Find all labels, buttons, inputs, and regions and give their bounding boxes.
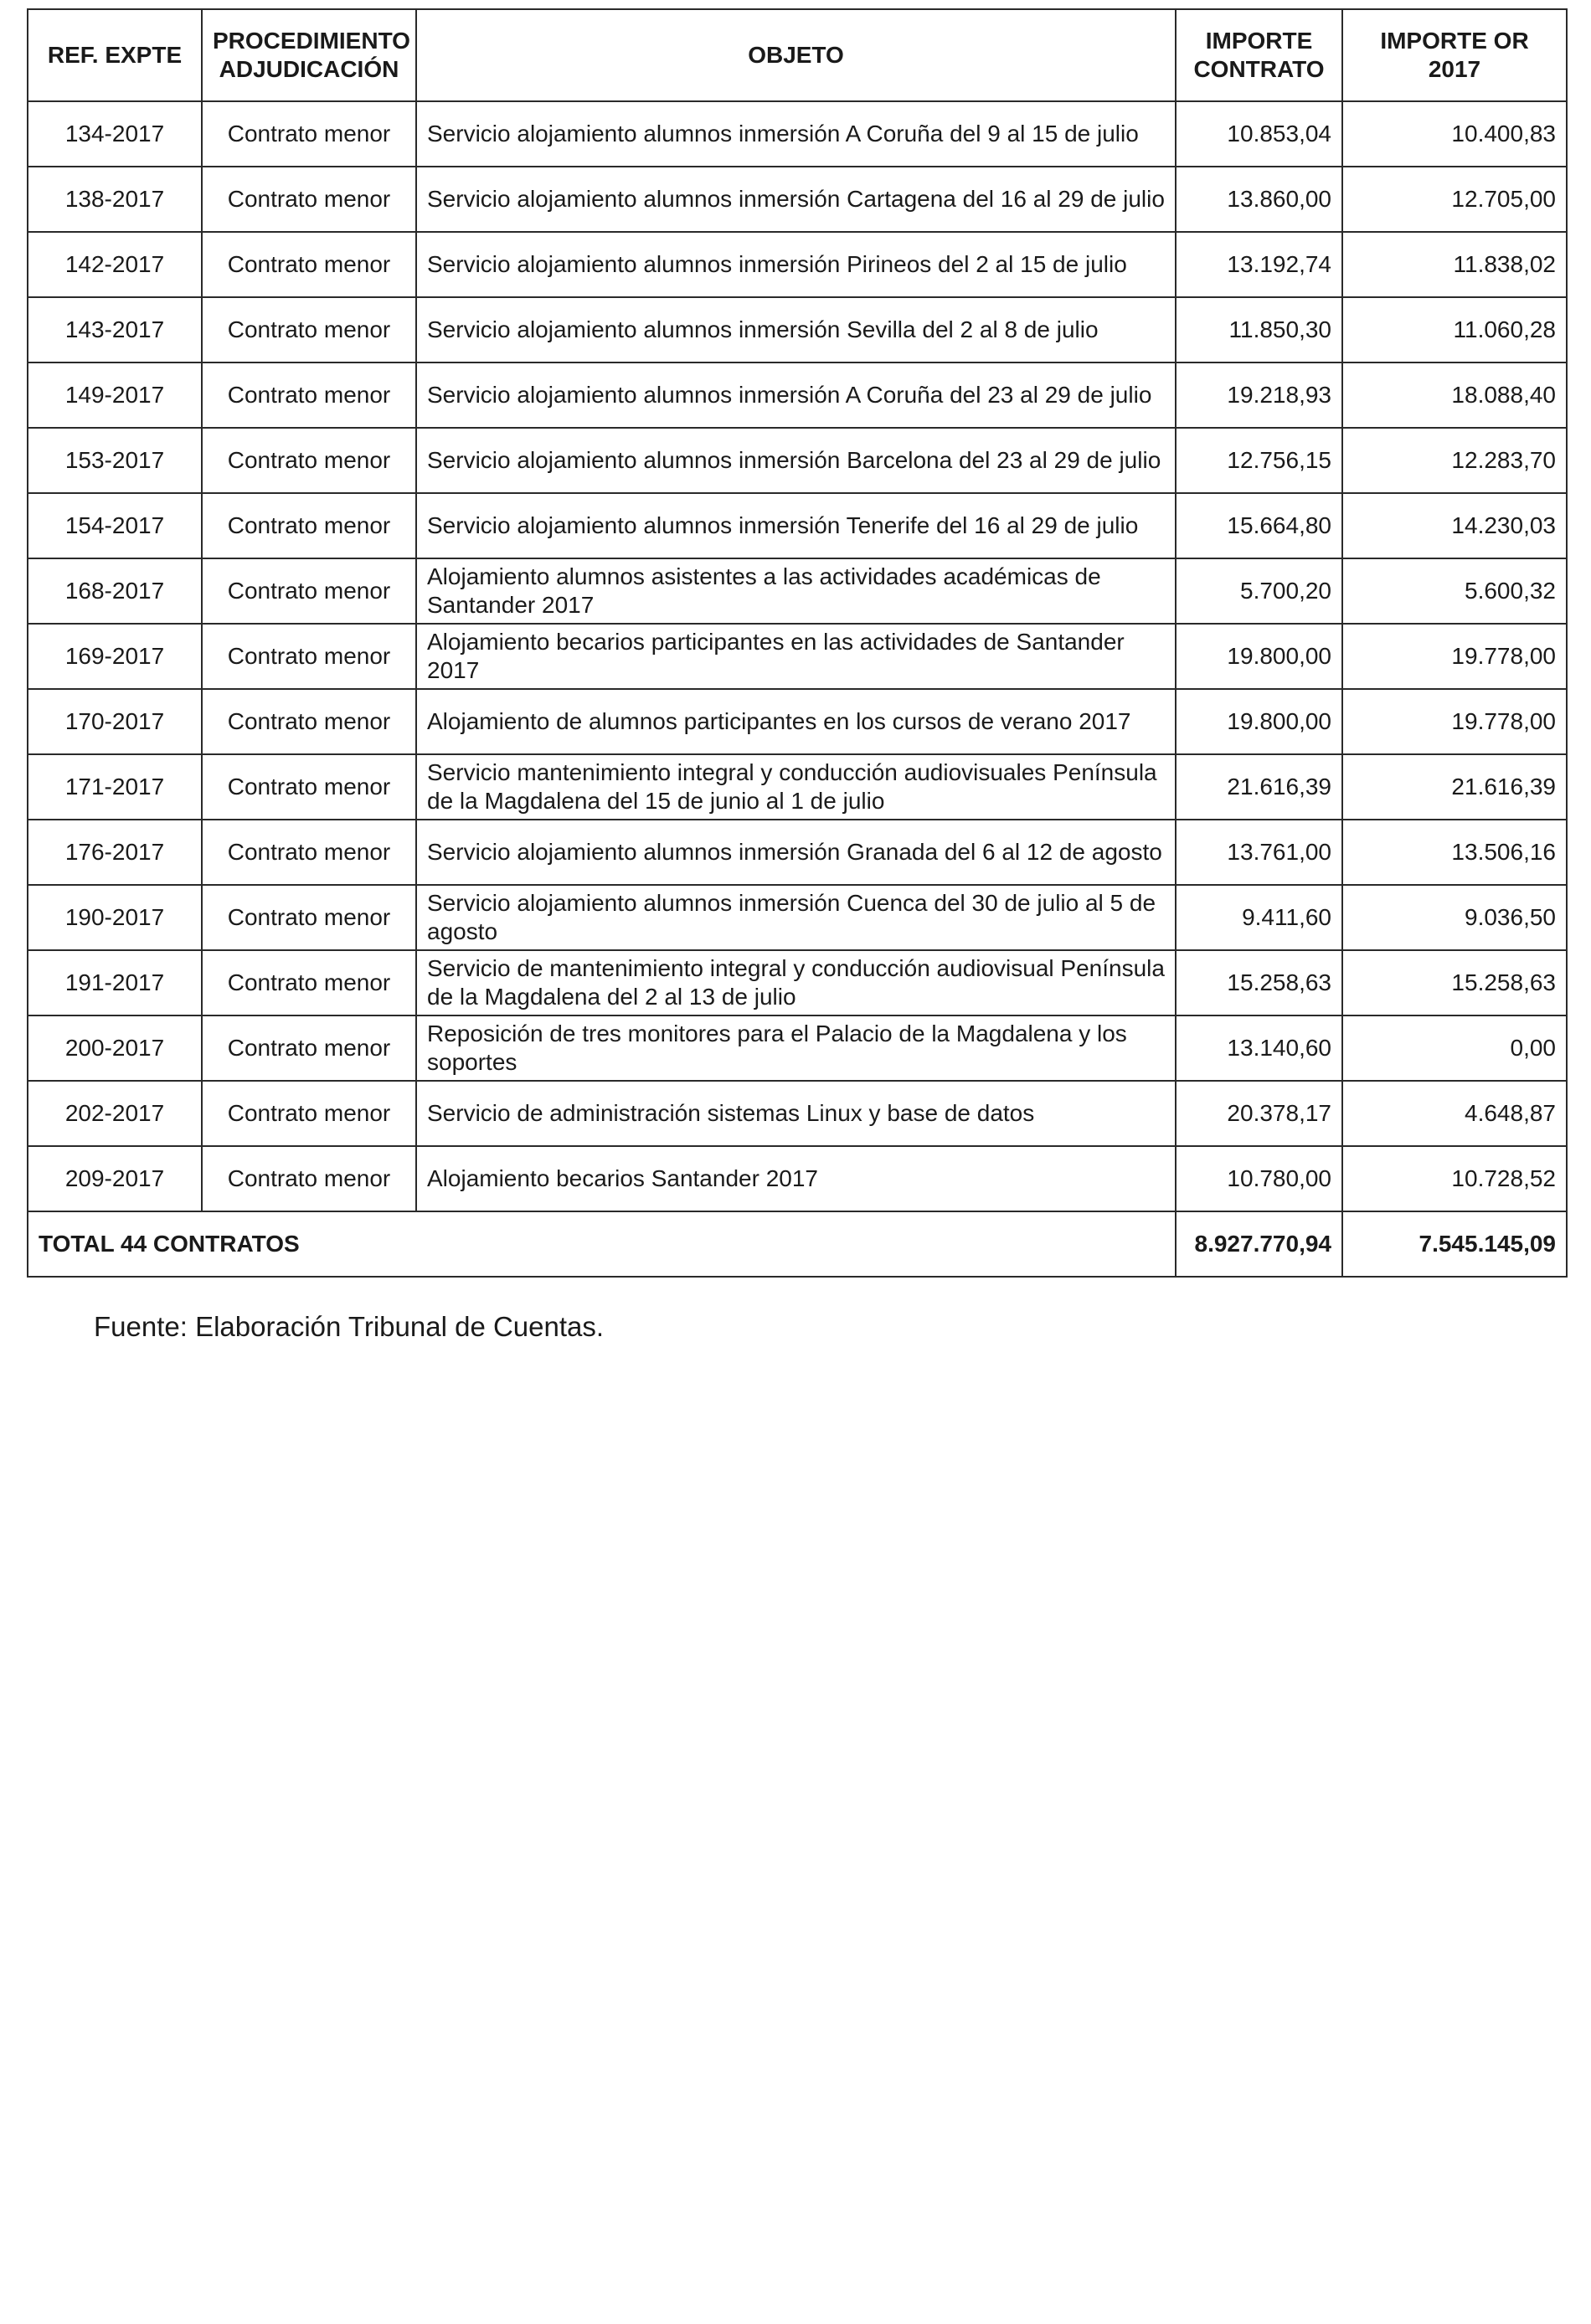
cell-importe-or: 10.400,83: [1342, 101, 1567, 167]
contracts-table: [27, 8, 1568, 1278]
cell-ref: 149-2017: [28, 362, 202, 428]
cell-objeto: Alojamiento alumnos asistentes a las actividades académicas de Santander 2017: [416, 558, 1176, 624]
table-row: [28, 1146, 1567, 1211]
cell-ref: 170-2017: [28, 689, 202, 754]
cell-ref: 138-2017: [28, 167, 202, 232]
total-row: [28, 1211, 1567, 1277]
cell-importe-or: 19.778,00: [1342, 689, 1567, 754]
cell-importe-or: 10.728,52: [1342, 1146, 1567, 1211]
cell-procedimiento: Contrato menor: [202, 297, 416, 362]
table-row: [28, 428, 1567, 493]
cell-ref: 209-2017: [28, 1146, 202, 1211]
cell-importe-contrato: 13.761,00: [1176, 820, 1342, 885]
header-ref: REF. EXPTE: [28, 9, 202, 101]
cell-procedimiento: Contrato menor: [202, 950, 416, 1015]
cell-importe-or: 18.088,40: [1342, 362, 1567, 428]
cell-procedimiento: Contrato menor: [202, 689, 416, 754]
table-row: [28, 1081, 1567, 1146]
cell-procedimiento: Contrato menor: [202, 885, 416, 950]
cell-objeto: Servicio alojamiento alumnos inmersión A Coruña del 23 al 29 de julio: [416, 362, 1176, 428]
table-row: [28, 1015, 1567, 1081]
cell-importe-or: 9.036,50: [1342, 885, 1567, 950]
cell-procedimiento: Contrato menor: [202, 754, 416, 820]
cell-objeto: Servicio alojamiento alumnos inmersión Barcelona del 23 al 29 de julio: [416, 428, 1176, 493]
cell-ref: 190-2017: [28, 885, 202, 950]
cell-objeto: Alojamiento de alumnos participantes en los cursos de verano 2017: [416, 689, 1176, 754]
cell-importe-contrato: 13.860,00: [1176, 167, 1342, 232]
cell-objeto: Servicio mantenimiento integral y conducción audiovisuales Península de la Magdalena del 15 de junio al 1 de julio: [416, 754, 1176, 820]
cell-ref: 176-2017: [28, 820, 202, 885]
cell-procedimiento: Contrato menor: [202, 820, 416, 885]
total-label: TOTAL 44 CONTRATOS: [28, 1211, 1176, 1277]
cell-importe-or: 14.230,03: [1342, 493, 1567, 558]
cell-objeto: Servicio alojamiento alumnos inmersión Cartagena del 16 al 29 de julio: [416, 167, 1176, 232]
table-row: [28, 558, 1567, 624]
cell-ref: 202-2017: [28, 1081, 202, 1146]
table-row: [28, 950, 1567, 1015]
cell-importe-contrato: 15.664,80: [1176, 493, 1342, 558]
cell-importe-contrato: 5.700,20: [1176, 558, 1342, 624]
cell-importe-or: 19.778,00: [1342, 624, 1567, 689]
cell-importe-contrato: 19.800,00: [1176, 689, 1342, 754]
cell-ref: 154-2017: [28, 493, 202, 558]
header-importe-contrato: IMPORTE CONTRATO: [1176, 9, 1342, 101]
cell-importe-or: 21.616,39: [1342, 754, 1567, 820]
cell-procedimiento: Contrato menor: [202, 1081, 416, 1146]
cell-importe-or: 4.648,87: [1342, 1081, 1567, 1146]
table-row: [28, 297, 1567, 362]
cell-ref: 134-2017: [28, 101, 202, 167]
header-importe-or: IMPORTE OR 2017: [1342, 9, 1567, 101]
table-row: [28, 362, 1567, 428]
cell-objeto: Servicio de mantenimiento integral y conducción audiovisual Península de la Magdalena del 2 al 13 de julio: [416, 950, 1176, 1015]
cell-objeto: Reposición de tres monitores para el Palacio de la Magdalena y los soportes: [416, 1015, 1176, 1081]
cell-objeto: Servicio de administración sistemas Linux y base de datos: [416, 1081, 1176, 1146]
table-row: [28, 232, 1567, 297]
table-row: [28, 167, 1567, 232]
cell-procedimiento: Contrato menor: [202, 167, 416, 232]
cell-objeto: Servicio alojamiento alumnos inmersión Pirineos del 2 al 15 de julio: [416, 232, 1176, 297]
cell-importe-or: 11.060,28: [1342, 297, 1567, 362]
table-row: [28, 754, 1567, 820]
table-row: [28, 689, 1567, 754]
cell-procedimiento: Contrato menor: [202, 232, 416, 297]
cell-ref: 169-2017: [28, 624, 202, 689]
cell-objeto: Servicio alojamiento alumnos inmersión A Coruña del 9 al 15 de julio: [416, 101, 1176, 167]
cell-importe-or: 15.258,63: [1342, 950, 1567, 1015]
header-procedimiento: PROCEDIMIENTO ADJUDICACIÓN: [202, 9, 416, 101]
cell-procedimiento: Contrato menor: [202, 362, 416, 428]
table-row: [28, 101, 1567, 167]
table-body: [28, 101, 1567, 1211]
cell-ref: 168-2017: [28, 558, 202, 624]
cell-importe-or: 12.283,70: [1342, 428, 1567, 493]
cell-importe-contrato: 12.756,15: [1176, 428, 1342, 493]
cell-importe-or: 13.506,16: [1342, 820, 1567, 885]
cell-importe-contrato: 19.800,00: [1176, 624, 1342, 689]
cell-ref: 171-2017: [28, 754, 202, 820]
cell-procedimiento: Contrato menor: [202, 428, 416, 493]
cell-importe-or: 12.705,00: [1342, 167, 1567, 232]
table-row: [28, 624, 1567, 689]
cell-procedimiento: Contrato menor: [202, 624, 416, 689]
cell-importe-contrato: 9.411,60: [1176, 885, 1342, 950]
cell-ref: 142-2017: [28, 232, 202, 297]
cell-objeto: Alojamiento becarios participantes en las actividades de Santander 2017: [416, 624, 1176, 689]
cell-objeto: Servicio alojamiento alumnos inmersión Cuenca del 30 de julio al 5 de agosto: [416, 885, 1176, 950]
cell-importe-contrato: 15.258,63: [1176, 950, 1342, 1015]
cell-importe-contrato: 11.850,30: [1176, 297, 1342, 362]
cell-importe-contrato: 19.218,93: [1176, 362, 1342, 428]
cell-objeto: Servicio alojamiento alumnos inmersión Sevilla del 2 al 8 de julio: [416, 297, 1176, 362]
cell-ref: 143-2017: [28, 297, 202, 362]
cell-importe-or: 5.600,32: [1342, 558, 1567, 624]
cell-importe-contrato: 13.192,74: [1176, 232, 1342, 297]
table-row: [28, 885, 1567, 950]
cell-procedimiento: Contrato menor: [202, 101, 416, 167]
cell-ref: 191-2017: [28, 950, 202, 1015]
cell-objeto: Servicio alojamiento alumnos inmersión Granada del 6 al 12 de agosto: [416, 820, 1176, 885]
cell-procedimiento: Contrato menor: [202, 493, 416, 558]
cell-importe-contrato: 10.853,04: [1176, 101, 1342, 167]
total-importe-or: 7.545.145,09: [1342, 1211, 1567, 1277]
cell-importe-contrato: 21.616,39: [1176, 754, 1342, 820]
table-row: [28, 820, 1567, 885]
header-objeto: OBJETO: [416, 9, 1176, 101]
cell-importe-contrato: 10.780,00: [1176, 1146, 1342, 1211]
source-note: Fuente: Elaboración Tribunal de Cuentas.: [94, 1311, 605, 1342]
cell-ref: 153-2017: [28, 428, 202, 493]
cell-procedimiento: Contrato menor: [202, 558, 416, 624]
table-row: [28, 493, 1567, 558]
cell-ref: 200-2017: [28, 1015, 202, 1081]
cell-importe-or: 0,00: [1342, 1015, 1567, 1081]
cell-importe-or: 11.838,02: [1342, 232, 1567, 297]
cell-importe-contrato: 13.140,60: [1176, 1015, 1342, 1081]
table-header-row: [28, 9, 1567, 101]
cell-objeto: Servicio alojamiento alumnos inmersión Tenerife del 16 al 29 de julio: [416, 493, 1176, 558]
cell-procedimiento: Contrato menor: [202, 1146, 416, 1211]
cell-objeto: Alojamiento becarios Santander 2017: [416, 1146, 1176, 1211]
cell-procedimiento: Contrato menor: [202, 1015, 416, 1081]
cell-importe-contrato: 20.378,17: [1176, 1081, 1342, 1146]
total-importe-contrato: 8.927.770,94: [1176, 1211, 1342, 1277]
